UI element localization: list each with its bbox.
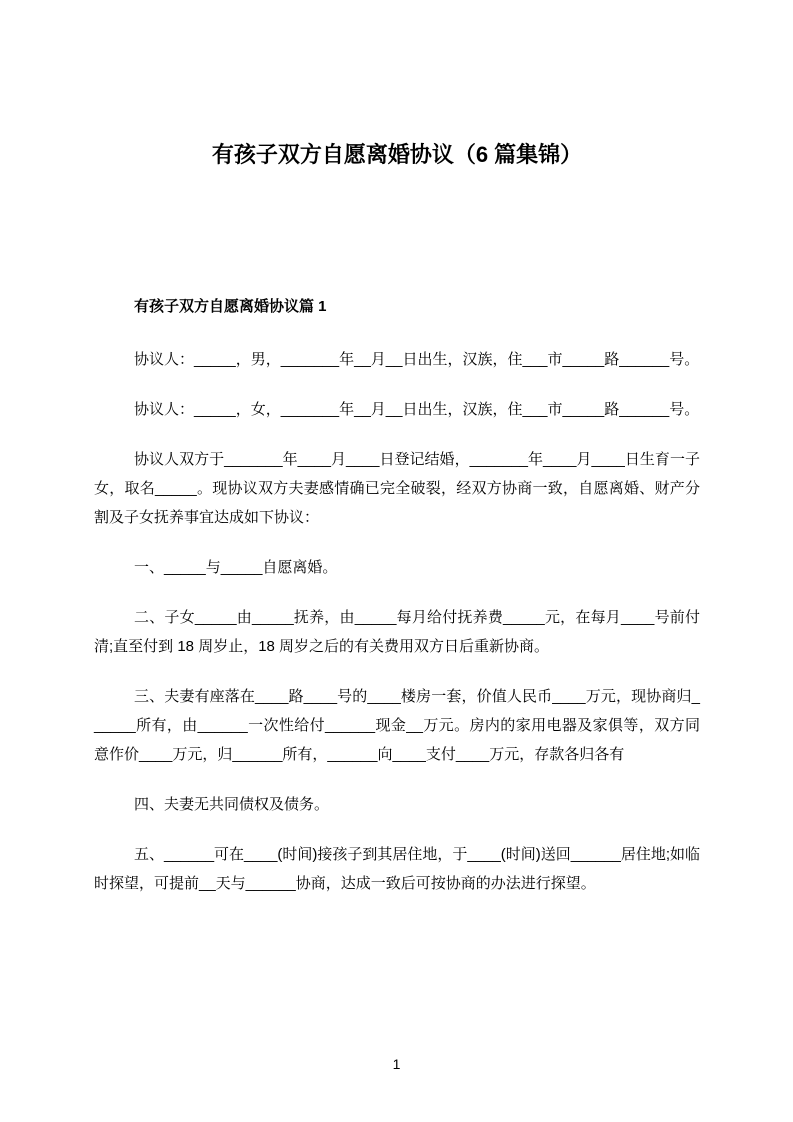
paragraph-party-male: 协议人：_____，男，_______年__月__日出生，汉族，住___市_____路______号。 (134, 351, 700, 368)
section-heading: 有孩子双方自愿离婚协议篇 1 (134, 298, 327, 315)
page-number: 1 (392, 1056, 401, 1072)
document-title: 有孩子双方自愿离婚协议（6 篇集锦） (211, 142, 583, 167)
paragraph-clause-3: 三、夫妻有座落在____路____号的____楼房一套，价值人民币____万元，现协商归______所有，由______一次性给付______现金__万元。房内的家用电器及家俱等，双方同意作价____万元，归______所有，______向____支付____万元，存款各归各有 (94, 688, 700, 763)
paragraph-clause-2: 二、子女_____由_____抚养，由_____每月给付抚养费_____元，在每月____号前付清;直至付到 18 周岁止，18 周岁之后的有关费用双方日后重新协商。 (94, 609, 700, 655)
paragraph-marriage-intro: 协议人双方于_______年____月____日登记结婚，_______年____月____日生育一子女，取名_____。现协议双方夫妻感情确已完全破裂，经双方协商一致，自愿离婚、财产分割及子女抚养事宜达成如下协议： (94, 451, 700, 526)
paragraph-clause-5: 五、______可在____(时间)接孩子到其居住地，于____(时间)送回______居住地;如临时探望，可提前__天与______协商，达成一致后可按协商的办法进行探望。 (94, 846, 700, 892)
paragraph-clause-4: 四、夫妻无共同债权及债务。 (134, 796, 330, 813)
paragraph-party-female: 协议人：_____，女，_______年__月__日出生，汉族，住___市_____路______号。 (134, 401, 700, 418)
paragraph-clause-1: 一、_____与_____自愿离婚。 (134, 559, 338, 576)
